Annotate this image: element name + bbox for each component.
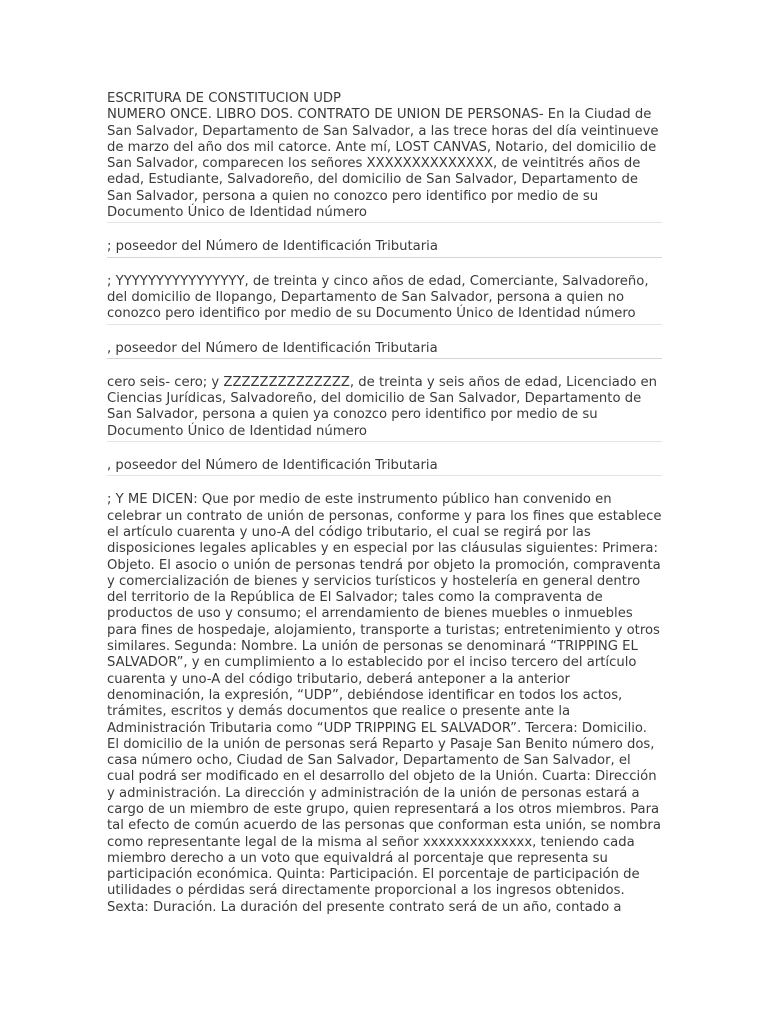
paragraph-clauses: ; Y ME DICEN: Que por medio de este instrumento público han convenido en celebrar un contrato de unión de personas, conforme y para los fines que establece el artículo cuarenta y uno-A del código tributario, el cual se regirá por las disposiciones legales aplicables y en especial por las cláusulas siguientes: Primera: Objeto. El asocio o unión de personas tendrá por objeto la promoción, compraventa y comercialización de bienes y servicios turísticos y hostelería en general dentro del territorio de la República de El Salvador; tales como la compraventa de productos de uso y consumo; el arrendamiento de bienes muebles o inmuebles para fines de hospedaje, alojamiento, transporte a turistas; entretenimiento y otros similares. Segunda: Nombre. La unión de personas se denominará “TRIPPING EL SALVADOR”, y en cumplimiento a lo establecido por el inciso tercero del artículo cuarenta y uno-A del código tributario, deberá anteponer a la anterior denominación, la expresión, “UDP”, debiéndose identificar en todos los actos, trámites, escritos y demás documentos que realice o presente ante la Administración Tributaria como “UDP TRIPPING EL SALVADOR”. Tercera: Domicilio. El domicilio de la unión de personas será Reparto y Pasaje San Benito número dos, casa número ocho, Ciudad de San Salvador, Departamento de San Salvador, el cual podrá ser modificado en el desarrollo del objeto de la Unión. Cuarta: Dirección y administración. La dirección y administración de la unión de personas estará a cargo de un miembro de este grupo, quien representará a los otros miembros. Para tal efecto de común acuerdo de las personas que conforman esta unión, se nombra como representante legal de la misma al señor xxxxxxxxxxxxxx, teniendo cada miembro derecho a un voto que equivaldrá al porcentaje que representa su participación económica. Quinta: Participación. El porcentaje de participación de utilidades o pérdidas será directamente proporcional a los ingresos obtenidos. Sexta: Duración. La duración del presente contrato será de un año, contado a [107,492,662,915]
paragraph-second-party: ; YYYYYYYYYYYYYYYY, de treinta y cinco años de edad, Comerciante, Salvadoreño, del domicilio de Ilopango, Departamento de San Salvador, persona a quien no conozco pero identifico por medio de su Documento Único de Identidad número [107,273,649,322]
paragraph-opening: NUMERO ONCE. LIBRO DOS. CONTRATO DE UNION DE PERSONAS- En la Ciudad de San Salvador, Departamento de San Salvador, a las trece horas del día veintinueve de marzo del año dos mil catorce. Ante mí, LOST CANVAS, Notario, del domicilio de San Salvador, comparecen los señores XXXXXXXXXXXXXX, de veintitrés años de edad, Estudiante, Salvadoreño, del domicilio de San Salvador, Departamento de San Salvador, persona a quien no conozco pero identifico por medio de su Documento Único de Identidad número [107,107,659,221]
blank-line-separator [107,358,662,359]
blank-line-separator [107,257,662,258]
paragraph-nit-1: ; poseedor del Número de Identificación Tributaria [107,239,438,255]
paragraph-nit-3: , poseedor del Número de Identificación Tributaria [107,458,438,474]
document-body [107,91,662,916]
paragraph-third-party: cero seis- cero; y ZZZZZZZZZZZZZZ, de treinta y seis años de edad, Licenciado en Ciencias Jurídicas, Salvadoreño, del domicilio de San Salvador, Departamento de San Salvador, persona a quien ya conozco pero identifico por medio de su Documento Único de Identidad número [107,374,657,439]
document-title: ESCRITURA DE CONSTITUCION UDP [107,91,341,106]
paragraph-nit-2: , poseedor del Número de Identificación Tributaria [107,340,438,356]
blank-line-separator [107,222,662,223]
blank-line-separator [107,475,662,476]
blank-line-separator [107,441,662,442]
blank-line-separator [107,324,662,325]
